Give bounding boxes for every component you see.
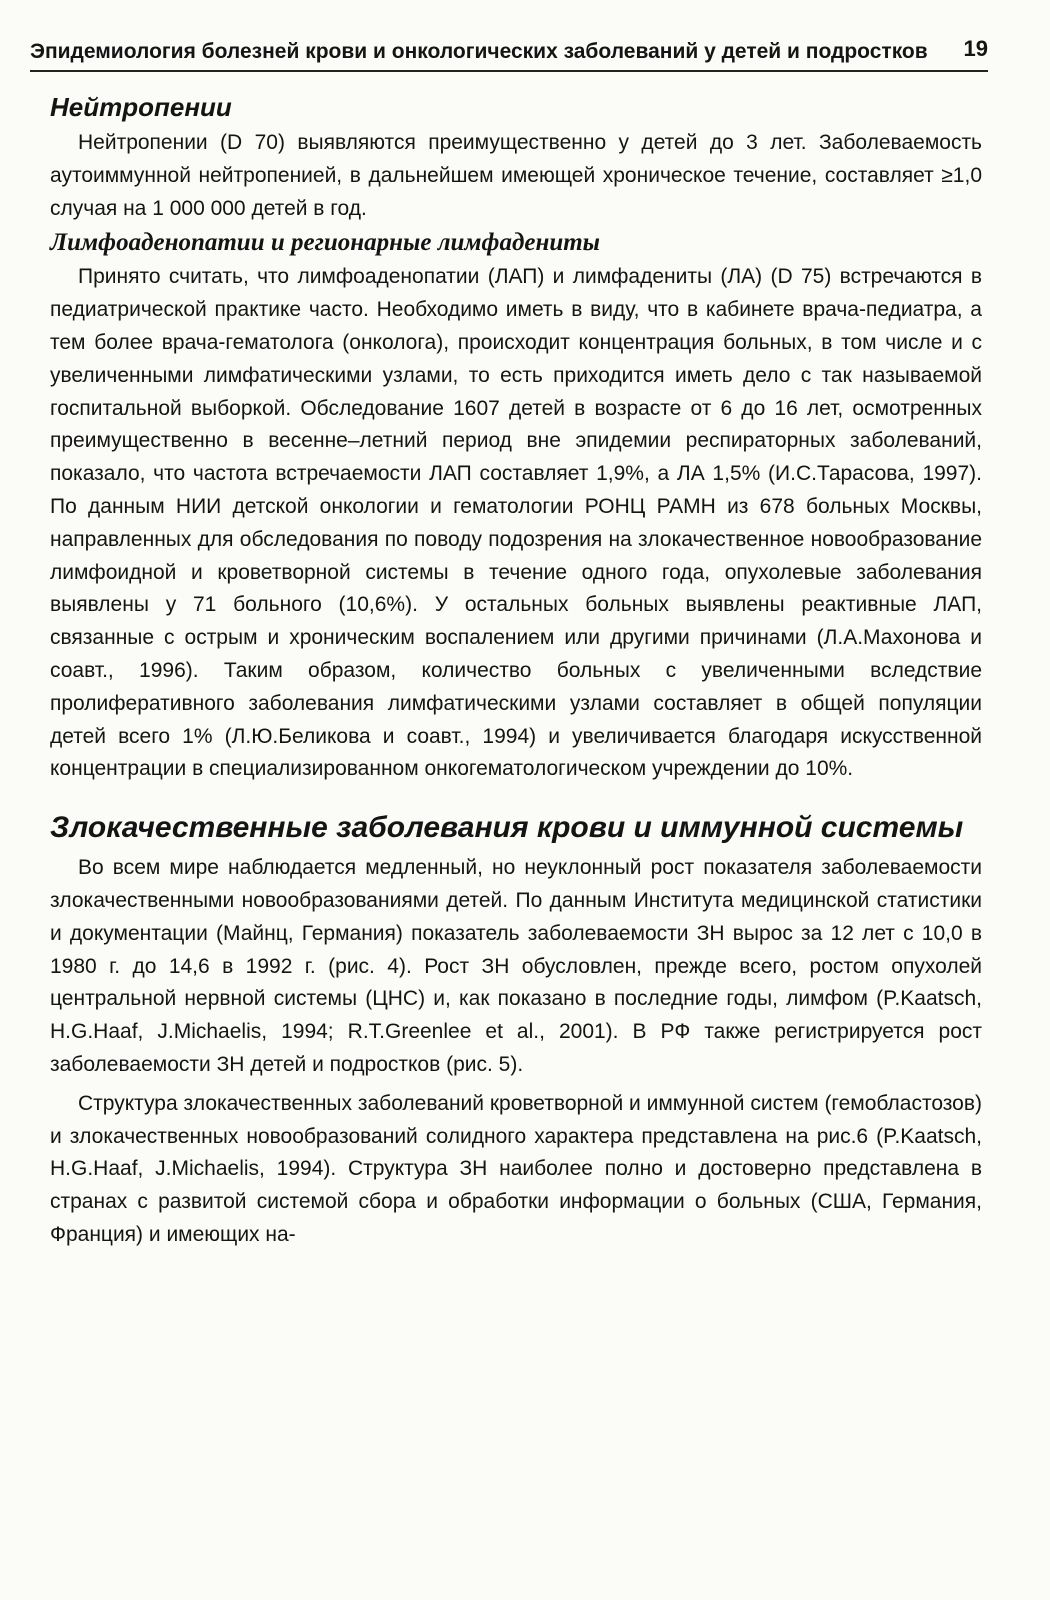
running-title: Эпидемиология болезней крови и онкологических заболеваний у детей и подростков	[30, 40, 928, 63]
paragraph: Нейтропении (D 70) выявляются преимущественно у детей до 3 лет. Заболеваемость аутоиммунной нейтропенией, в дальнейшем имеющей хроническое течение, составляет ≥1,0 случая на 1 000 000 детей в год.	[50, 131, 982, 220]
page-content	[50, 92, 982, 1252]
section-heading: Злокачественные заболевания крови и иммунной системы	[50, 811, 964, 845]
section-neutropenia	[50, 92, 982, 225]
paragraph: Структура злокачественных заболеваний кроветворной и иммунной систем (гемобластозов) и злокачественных новообразований солидного характера представлена на рис.6 (P.Kaatsch, H.G.Haaf, J.Michaelis, 1994). Структура ЗН наиболее полно и достоверно представлена в странах с развитой системой сбора и обработки информации о больных (США, Германия, Франция) и имеющих на-	[50, 1091, 982, 1246]
section-heading: Нейтропении	[50, 92, 232, 122]
paragraph: Во всем мире наблюдается медленный, но неуклонный рост показателя заболеваемости злокачественными новообразованиями детей. По данным Института медицинской статистики и документации (Майнц, Германия) показатель заболеваемости ЗН вырос за 12 лет с 10,0 в 1980 г. до 14,6 в 1992 г. (рис. 4). Рост ЗН обусловлен, прежде всего, ростом опухолей центральной нервной системы (ЦНС) и, как показано в последние годы, лимфом (P.Kaatsch, H.G.Haaf, J.Michaelis, 1994; R.T.Greenlee et al., 2001). В РФ также регистрируется рост заболеваемости ЗН детей и подростков (рис. 5).	[50, 856, 982, 1076]
paragraph: Принято считать, что лимфоаденопатии (ЛАП) и лимфадениты (ЛА) (D 75) встречаются в педиатрической практике часто. Необходимо иметь в виду, что в кабинете врача-педиатра, а тем более врача-гематолога (онколога), происходит концентрация больных, в том числе и с увеличенными лимфатическими узлами, то есть приходится иметь дело с так называемой госпитальной выборкой. Обследование 1607 детей в возрасте от 6 до 16 лет, осмотренных преимущественно в весенне–летний период вне эпидемии респираторных заболеваний, показало, что частота встречаемости ЛАП составляет 1,9%, а ЛА 1,5% (И.С.Тарасова, 1997). По данным НИИ детской онкологии и гематологии РОНЦ РАМН из 678 больных Москвы, направленных для обследования по поводу подозрения на злокачественное новообразование лимфоидной и кроветворной системы в течение одного года, опухолевые заболевания выявлены у 71 больного (10,6%). У остальных больных выявлены реактивные ЛАП, связанные с острым и хроническим воспалением или другими причинами (Л.А.Махонова и соавт., 1996). Таким образом, количество больных с увеличенными вследствие пролиферативного заболевания лимфатическими узлами составляет в общей популяции детей всего 1% (Л.Ю.Беликова и соавт., 1994) и увеличивается благодаря искусственной концентрации в специализированном онкогематологическом учреждении до 10%.	[50, 265, 982, 781]
section-lymphadenopathy	[50, 229, 982, 786]
section-heading: Лимфоаденопатии и регионарные лимфадениты	[50, 229, 601, 257]
page-number: 19	[963, 36, 988, 61]
running-header	[30, 30, 988, 72]
section-malignant-diseases	[50, 810, 982, 1252]
